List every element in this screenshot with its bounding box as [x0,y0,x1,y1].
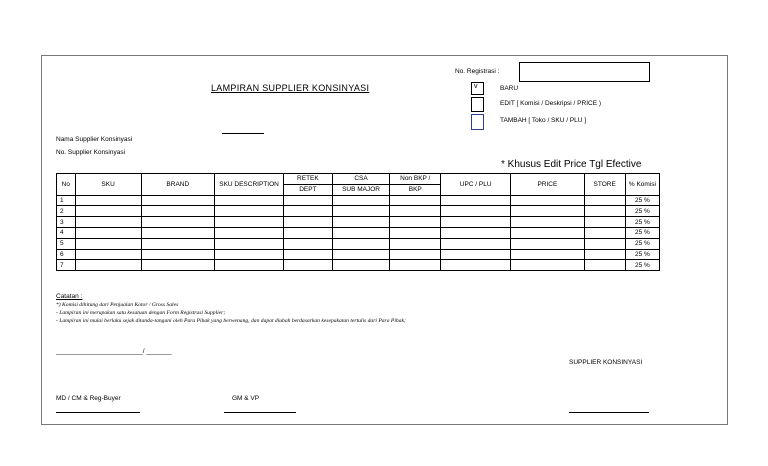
md-signature-label: MD / CM & Reg-Buyer [56,395,121,402]
header-description: SKU DESCRIPTION [214,174,283,196]
cell[interactable] [214,260,283,271]
cell[interactable] [141,249,214,260]
supplier-signature-label: SUPPLIER KONSINYASI [569,359,643,366]
table-row [57,227,660,238]
row-no: 7 [57,260,76,271]
cell[interactable] [332,260,390,271]
cell[interactable] [390,227,441,238]
row-komisi: 25 % [625,206,659,217]
cell[interactable] [511,249,584,260]
table-row [57,249,660,260]
note-line-1: *) Komisi dihitung dari Penjualan Kotor / Gross Sales [56,302,179,308]
table-row [57,206,660,217]
header-komisi: % Komisi [625,174,659,196]
cell[interactable] [214,195,283,206]
header-retek: RETEK [284,174,333,185]
row-komisi: 25 % [625,260,659,271]
cell[interactable] [141,260,214,271]
cell[interactable] [584,249,625,260]
gm-signature-label: GM & VP [232,395,260,402]
header-nonbkp: Non BKP / [390,174,441,185]
cell[interactable] [141,206,214,217]
cell[interactable] [284,249,333,260]
consignment-form-page [41,55,728,425]
cell[interactable] [441,238,511,249]
cell[interactable] [214,217,283,228]
header-store: STORE [584,174,625,196]
cell[interactable] [584,206,625,217]
cell[interactable] [441,249,511,260]
cell[interactable] [390,249,441,260]
row-no: 3 [57,217,76,228]
cell[interactable] [75,249,141,260]
option-edit-label: EDIT [ Komisi / Deskripsi / PRICE ) [500,100,602,107]
note-line-3: - Lampiran ini mulai berlaku sejak ditanda-tangani oleh Para Pihak yang berwenang, dan dapat diubah berdasarkan kesepakatan tertulis dari Para Pihak; [56,318,406,324]
row-komisi: 25 % [625,195,659,206]
row-no: 2 [57,206,76,217]
cell[interactable] [75,260,141,271]
cell[interactable] [284,260,333,271]
option-tambah-checkbox[interactable] [471,114,484,130]
table-row [57,195,660,206]
row-komisi: 25 % [625,227,659,238]
cell[interactable] [332,217,390,228]
check-mark-icon: v [474,83,478,90]
cell[interactable] [214,206,283,217]
cell[interactable] [75,227,141,238]
notes-heading: Catatan : [56,293,83,300]
cell[interactable] [511,206,584,217]
header-upc: UPC / PLU [441,174,511,196]
supplier-name-label: Nama Supplier Konsinyasi [56,136,133,143]
cell[interactable] [584,227,625,238]
cell[interactable] [390,217,441,228]
cell[interactable] [284,217,333,228]
cell[interactable] [141,195,214,206]
effective-price-note: * Khusus Edit Price Tgl Efective [501,159,642,170]
cell[interactable] [141,217,214,228]
cell[interactable] [284,238,333,249]
cell[interactable] [284,206,333,217]
registration-input[interactable] [519,62,650,82]
row-komisi: 25 % [625,238,659,249]
cell[interactable] [332,238,390,249]
option-baru-checkbox[interactable] [471,82,484,95]
cell[interactable] [214,238,283,249]
cell[interactable] [284,195,333,206]
cell[interactable] [332,249,390,260]
header-csa: CSA [332,174,390,185]
table-row [57,260,660,271]
row-no: 5 [57,238,76,249]
cell[interactable] [584,195,625,206]
option-baru-label: BARU [500,85,519,92]
header-price: PRICE [511,174,584,196]
form-title: LAMPIRAN SUPPLIER KONSINYASI [211,83,370,93]
cell[interactable] [584,217,625,228]
cell[interactable] [75,195,141,206]
cell[interactable] [332,227,390,238]
cell[interactable] [584,260,625,271]
cell[interactable] [390,206,441,217]
cell[interactable] [511,227,584,238]
cell[interactable] [441,195,511,206]
option-edit-checkbox[interactable] [471,97,484,112]
cell[interactable] [511,260,584,271]
cell[interactable] [511,195,584,206]
cell[interactable] [441,217,511,228]
cell[interactable] [284,227,333,238]
supplier-name-underline [222,133,264,134]
row-no: 6 [57,249,76,260]
cell[interactable] [511,238,584,249]
header-submajor: SUB MAJOR [332,184,390,195]
cell[interactable] [584,238,625,249]
cell[interactable] [390,260,441,271]
table-row [57,217,660,228]
table-row [57,238,660,249]
note-line-2: - Lampiran ini merupakan satu kesatuan dengan Form Registrasi Supplier; [56,310,226,316]
sku-table [56,173,660,271]
cell[interactable] [441,260,511,271]
cell[interactable] [390,238,441,249]
cell[interactable] [141,238,214,249]
cell[interactable] [441,206,511,217]
header-brand: BRAND [141,174,214,196]
supplier-signature-line [569,412,649,413]
row-no: 4 [57,227,76,238]
row-komisi: 25 % [625,249,659,260]
header-dept: DEPT [284,184,333,195]
cell[interactable] [75,238,141,249]
cell[interactable] [75,217,141,228]
cell[interactable] [141,227,214,238]
header-sku: SKU [75,174,141,196]
cell[interactable] [332,206,390,217]
cell[interactable] [390,195,441,206]
option-tambah-label: TAMBAH [ Toko / SKU / PLU ] [500,117,587,124]
header-no: No [57,174,76,196]
cell[interactable] [214,227,283,238]
cell[interactable] [511,217,584,228]
date-line: ________________________/ _______ [56,348,172,355]
supplier-no-label: No. Supplier Konsinyasi [56,149,126,156]
row-no: 1 [57,195,76,206]
cell[interactable] [332,195,390,206]
header-bkp: BKP [390,184,441,195]
cell[interactable] [441,227,511,238]
md-signature-line [56,412,140,413]
cell[interactable] [214,249,283,260]
gm-signature-line [224,412,296,413]
cell[interactable] [75,206,141,217]
row-komisi: 25 % [625,217,659,228]
registration-label: No. Registrasi : [455,68,500,75]
